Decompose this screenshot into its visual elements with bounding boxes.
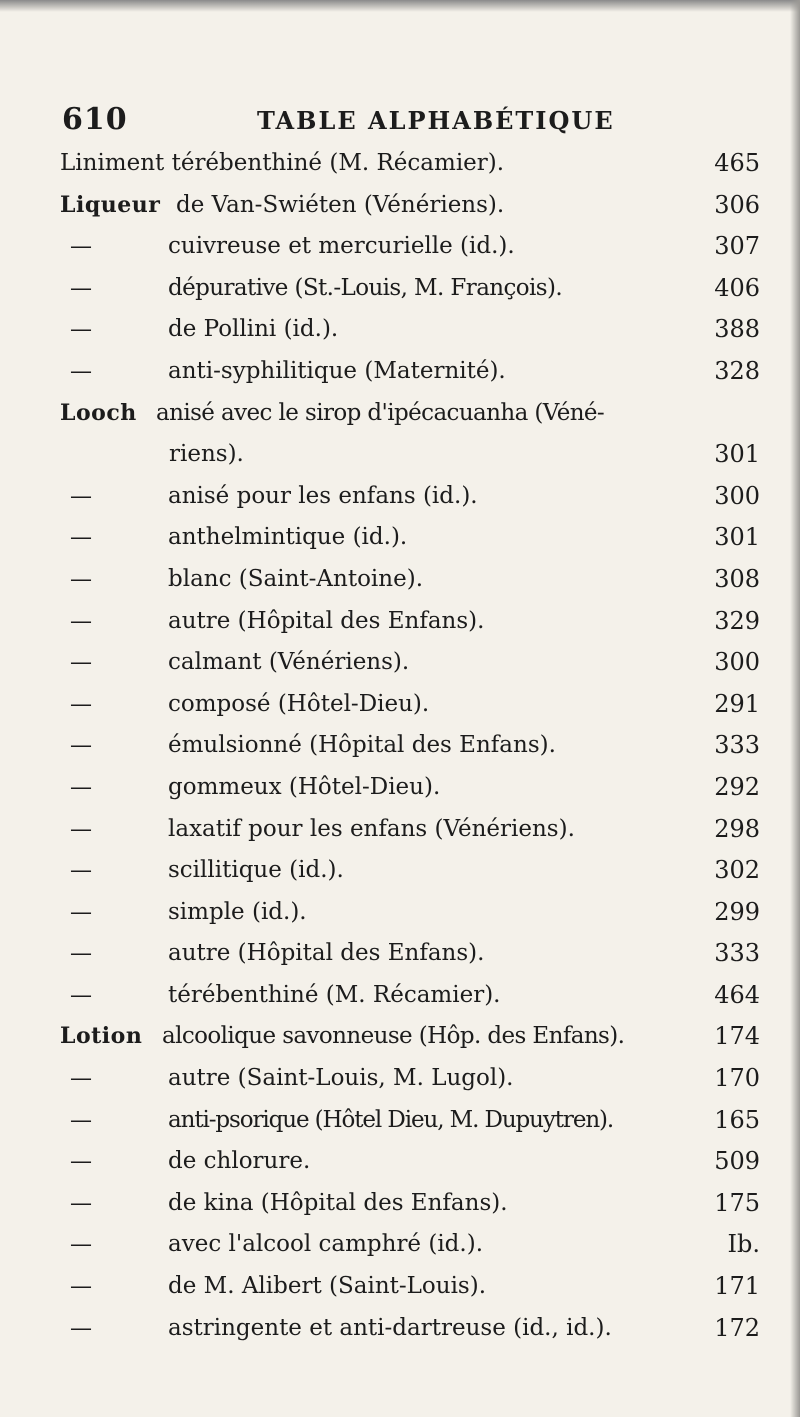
entry-heading: Looch — [60, 399, 137, 426]
entry-text: composé (Hôtel-Dieu). — [168, 690, 430, 717]
index-entry — [60, 975, 792, 1017]
running-title: TABLE ALPHABÉTIQUE — [257, 106, 615, 135]
index-entry — [60, 1141, 792, 1183]
index-entry — [60, 642, 792, 684]
ditto-dash: — — [70, 650, 92, 676]
entry-text: cuivreuse et mercurielle (id.). — [168, 233, 515, 260]
entry-page-number: 307 — [714, 232, 760, 261]
entry-text: blanc (Saint-Antoine). — [168, 565, 423, 592]
entry-text: anti-syphilitique (Maternité). — [168, 357, 506, 384]
entry-page-number: 464 — [714, 980, 760, 1009]
index-entry — [60, 434, 792, 476]
index-entry — [60, 1308, 792, 1350]
entry-page-number: 291 — [714, 689, 760, 718]
entry-text: autre (Hôpital des Enfans). — [168, 607, 485, 634]
entry-page-number: 175 — [714, 1188, 760, 1217]
index-entry — [60, 1016, 792, 1058]
entry-page-number: 333 — [714, 939, 760, 968]
entry-page-number: 388 — [714, 315, 760, 344]
ditto-dash: — — [70, 1066, 92, 1092]
index-entry — [60, 892, 792, 934]
entry-text: riens). — [169, 441, 244, 468]
index-entry — [60, 933, 792, 975]
entry-text: de Pollini (id.). — [168, 316, 339, 343]
entry-text: térébenthiné (M. Récamier). — [168, 981, 501, 1008]
index-entry — [60, 684, 792, 726]
entry-page-number: 298 — [714, 814, 760, 843]
entry-text: gommeux (Hôtel-Dieu). — [168, 773, 441, 800]
entry-text: anti-psorique (Hôtel Dieu, M. Dupuytren). — [168, 1106, 614, 1133]
entry-page-number: 328 — [714, 356, 760, 385]
entry-page-number: 301 — [714, 523, 760, 552]
ditto-dash: — — [70, 1232, 92, 1258]
index-entries — [60, 143, 792, 1349]
entry-text: de M. Alibert (Saint-Louis). — [168, 1273, 487, 1300]
entry-page-number: 301 — [714, 440, 760, 469]
page-number: 610 — [62, 102, 128, 137]
index-entry — [60, 476, 792, 518]
page-top-edge — [0, 0, 800, 12]
entry-page-number: 170 — [714, 1064, 760, 1093]
index-entry — [60, 351, 792, 393]
index-entry — [60, 226, 792, 268]
ditto-dash: — — [70, 317, 92, 343]
ditto-dash: — — [70, 483, 92, 509]
entry-text: scillitique (id.). — [168, 857, 344, 884]
entry-text: autre (Saint-Louis, M. Lugol). — [168, 1065, 514, 1092]
entry-text: de Van-Swiéten (Vénériens). — [176, 191, 505, 218]
entry-text: de kina (Hôpital des Enfans). — [168, 1189, 508, 1216]
index-entry — [60, 1266, 792, 1308]
entry-page-number: 300 — [714, 481, 760, 510]
ditto-dash: — — [70, 358, 92, 384]
entry-page-number: 299 — [714, 897, 760, 926]
index-entry — [60, 1100, 792, 1142]
ditto-dash: — — [70, 1315, 92, 1341]
entry-page-number: 172 — [714, 1313, 760, 1342]
ditto-dash: — — [70, 1274, 92, 1300]
index-entry — [60, 393, 792, 435]
entry-text: astringente et anti-dartreuse (id., id.). — [168, 1314, 612, 1341]
ditto-dash: — — [70, 982, 92, 1008]
entry-page-number: 292 — [714, 772, 760, 801]
index-entry — [60, 725, 792, 767]
index-entry — [60, 767, 792, 809]
ditto-dash: — — [70, 234, 92, 260]
ditto-dash: — — [70, 858, 92, 884]
ditto-dash: — — [70, 566, 92, 592]
entry-page-number: 308 — [714, 564, 760, 593]
entry-page-number: 174 — [714, 1022, 760, 1051]
index-entry — [60, 185, 792, 227]
entry-page-number: 465 — [714, 149, 760, 177]
index-entry — [60, 1183, 792, 1225]
ditto-dash: — — [70, 816, 92, 842]
entry-text: anisé pour les enfans (id.). — [168, 482, 478, 509]
entry-text: autre (Hôpital des Enfans). — [168, 940, 485, 967]
entry-text: calmant (Vénériens). — [168, 649, 410, 676]
entry-page-number: Ib. — [727, 1230, 760, 1259]
ditto-dash: — — [70, 1149, 92, 1175]
entry-text: anthelmintique (id.). — [168, 524, 408, 551]
ditto-dash: — — [70, 275, 92, 301]
entry-text: laxatif pour les enfans (Vénériens). — [168, 815, 575, 842]
entry-page-number: 329 — [714, 606, 760, 635]
entry-page-number: 333 — [714, 731, 760, 760]
ditto-dash: — — [70, 899, 92, 925]
entry-page-number: 406 — [714, 273, 760, 302]
index-entry — [60, 309, 792, 351]
entry-text: de chlorure. — [168, 1148, 311, 1175]
entry-text: dépurative (St.-Louis, M. François). — [168, 274, 563, 301]
entry-text: Liniment térébenthiné (M. Récamier). — [60, 150, 505, 176]
entry-text: émulsionné (Hôpital des Enfans). — [168, 732, 556, 759]
entry-text: alcoolique savonneuse (Hôp. des Enfans). — [162, 1023, 625, 1050]
index-entry — [60, 143, 792, 185]
entry-text: anisé avec le sirop d'ipécacuanha (Véné- — [156, 399, 605, 426]
ditto-dash: — — [70, 774, 92, 800]
entry-page-number: 165 — [714, 1105, 760, 1134]
entry-heading: Lotion — [60, 1023, 143, 1050]
index-entry — [60, 517, 792, 559]
index-entry — [60, 559, 792, 601]
entry-text: simple (id.). — [168, 898, 307, 925]
index-entry — [60, 850, 792, 892]
entry-heading: Liqueur — [60, 191, 161, 218]
index-entry — [60, 1224, 792, 1266]
index-entry — [60, 1058, 792, 1100]
entry-page-number: 300 — [714, 648, 760, 677]
entry-page-number: 509 — [714, 1147, 760, 1176]
entry-page-number: 171 — [714, 1272, 760, 1301]
ditto-dash: — — [70, 733, 92, 759]
ditto-dash: — — [70, 691, 92, 717]
ditto-dash: — — [70, 608, 92, 634]
index-entry — [60, 268, 792, 310]
entry-page-number: 302 — [714, 856, 760, 885]
entry-page-number: 306 — [714, 190, 760, 219]
ditto-dash: — — [70, 941, 92, 967]
index-entry — [60, 601, 792, 643]
entry-text: avec l'alcool camphré (id.). — [168, 1231, 484, 1258]
ditto-dash: — — [70, 1190, 92, 1216]
index-entry — [60, 809, 792, 851]
ditto-dash: — — [70, 525, 92, 551]
ditto-dash: — — [70, 1107, 92, 1133]
